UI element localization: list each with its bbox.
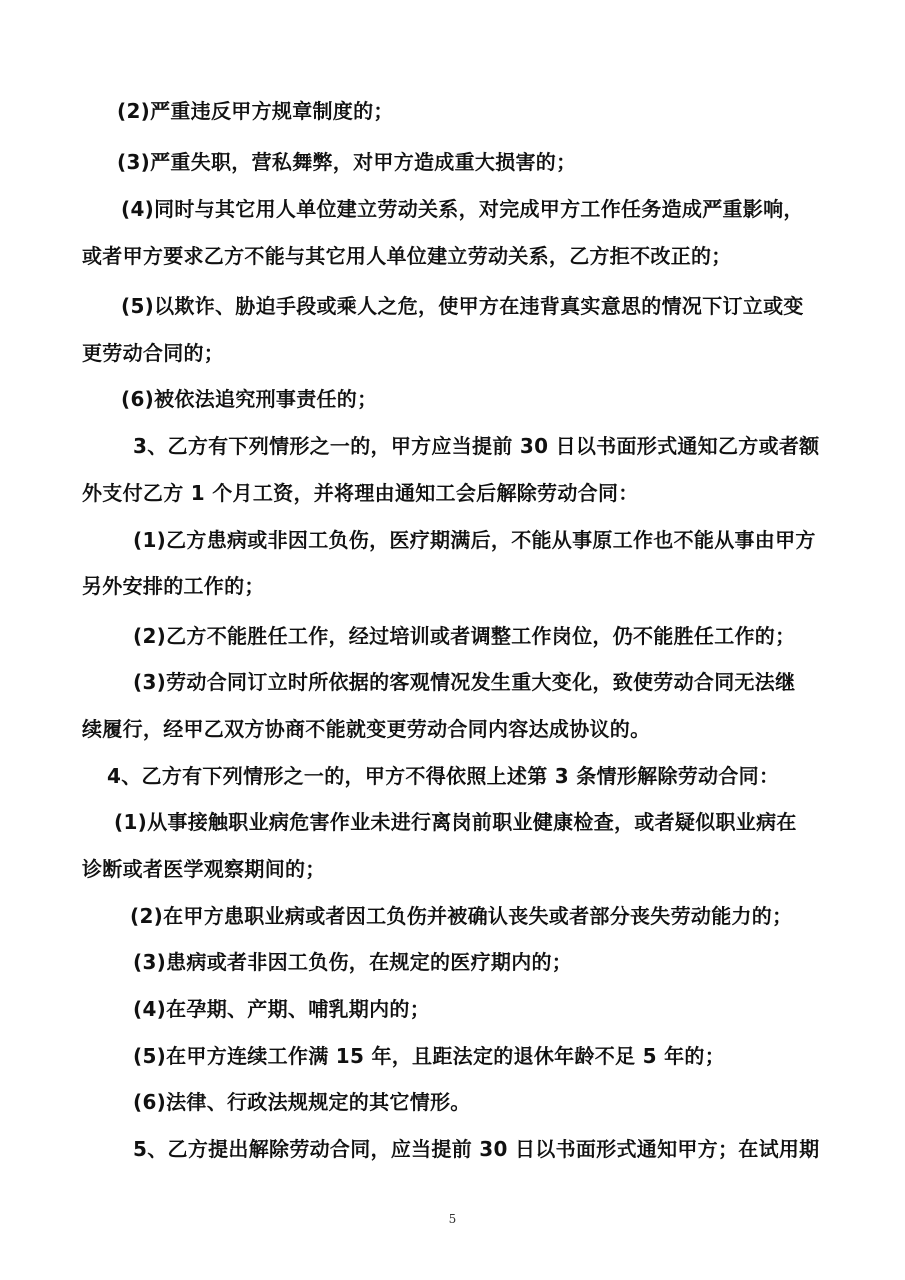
clause-line: (6)法律、行政法规规定的其它情形。 <box>133 1090 471 1114</box>
clause-line: 或者甲方要求乙方不能与其它用人单位建立劳动关系，乙方拒不改正的； <box>82 244 732 268</box>
clause-line: (6)被依法追究刑事责任的； <box>121 387 378 411</box>
clause-line: 另外安排的工作的； <box>82 574 265 598</box>
page-number: 5 <box>448 1212 457 1226</box>
clause-line: 续履行，经甲乙双方协商不能就变更劳动合同内容达成协议的。 <box>82 717 651 741</box>
clause-line: (5)以欺诈、胁迫手段或乘人之危，使甲方在违背真实意思的情况下订立或变 <box>121 294 804 318</box>
clause-line: 诊断或者医学观察期间的； <box>82 857 326 881</box>
clause-line: (3)严重失职，营私舞弊，对甲方造成重大损害的； <box>117 150 577 174</box>
clause-line: (3)患病或者非因工负伤，在规定的医疗期内的； <box>133 950 573 974</box>
clause-line: (3)劳动合同订立时所依据的客观情况发生重大变化，致使劳动合同无法继 <box>133 670 796 694</box>
clause-line: (5)在甲方连续工作满 15 年，且距法定的退休年龄不足 5 年的； <box>133 1044 725 1068</box>
clause-line: 更劳动合同的； <box>82 341 225 365</box>
clause-line: 5、乙方提出解除劳动合同，应当提前 30 日以书面形式通知甲方；在试用期 <box>133 1137 820 1161</box>
clause-line: (4)在孕期、产期、哺乳期内的； <box>133 997 430 1021</box>
clause-line: (4)同时与其它用人单位建立劳动关系，对完成甲方工作任务造成严重影响， <box>121 197 804 221</box>
clause-line: 4、乙方有下列情形之一的，甲方不得依照上述第 3 条情形解除劳动合同： <box>107 764 780 788</box>
clause-line: 3、乙方有下列情形之一的，甲方应当提前 30 日以书面形式通知乙方或者额 <box>133 434 820 458</box>
clause-line: (2)乙方不能胜任工作，经过培训或者调整工作岗位，仍不能胜任工作的； <box>133 624 796 648</box>
clause-line: (2)在甲方患职业病或者因工负伤并被确认丧失或者部分丧失劳动能力的； <box>130 904 793 928</box>
clause-line: 外支付乙方 1 个月工资，并将理由通知工会后解除劳动合同： <box>82 481 639 505</box>
clause-line: (1)乙方患病或非因工负伤，医疗期满后，不能从事原工作也不能从事由甲方 <box>133 528 816 552</box>
clause-line: (1)从事接触职业病危害作业未进行离岗前职业健康检查，或者疑似职业病在 <box>114 810 797 834</box>
clause-line: (2)严重违反甲方规章制度的； <box>117 99 394 123</box>
